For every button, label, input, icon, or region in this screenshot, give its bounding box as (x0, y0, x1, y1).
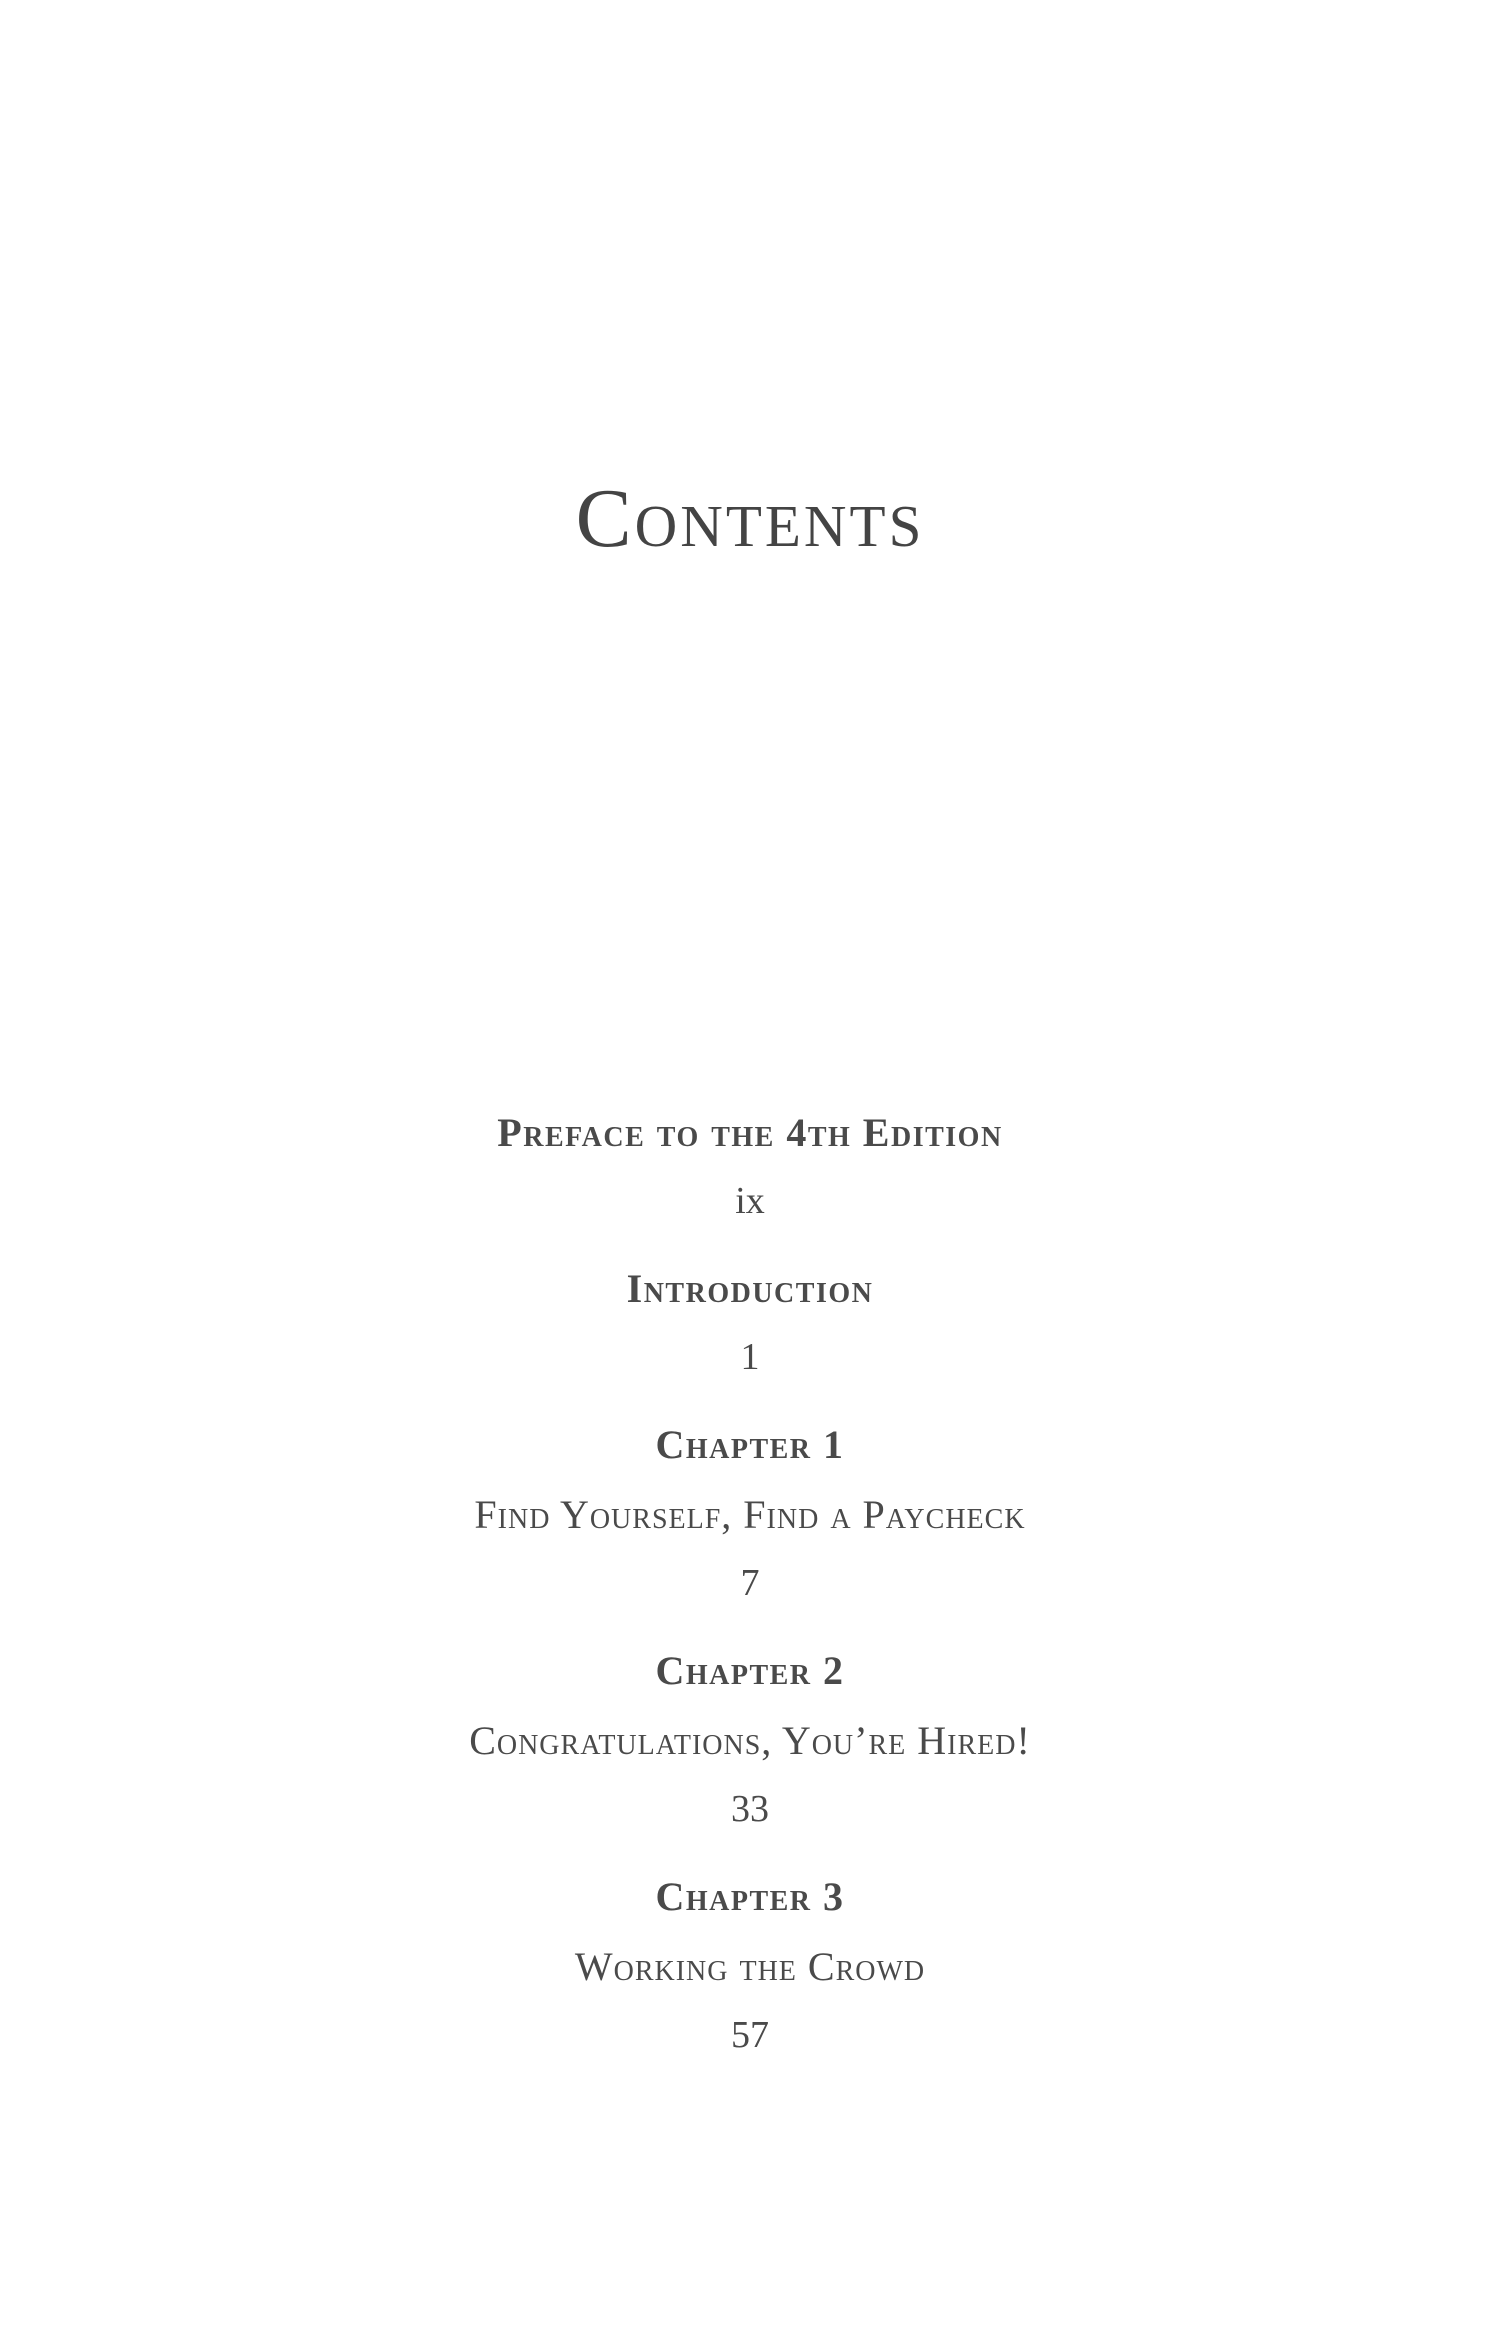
toc-entry-page-number: 1 (740, 1336, 760, 1378)
toc-entry-heading: Chapter 3 (655, 1874, 845, 1919)
table-of-contents (0, 1105, 1500, 2095)
toc-entry-heading: Introduction (626, 1266, 874, 1311)
page-title: Contents (575, 472, 925, 565)
toc-entry-chapter-3[interactable] (0, 1869, 1500, 2063)
toc-entry-page-number: ix (735, 1180, 765, 1222)
toc-entry-subtitle: Congratulations, You’re Hired! (469, 1718, 1031, 1763)
toc-entry-introduction[interactable] (0, 1261, 1500, 1385)
toc-entry-page-number: 33 (731, 1788, 769, 1830)
toc-entry-page-number: 57 (731, 2014, 769, 2056)
toc-entry-subtitle: Find Yourself, Find a Paycheck (474, 1492, 1026, 1537)
toc-entry-heading: Chapter 2 (655, 1648, 845, 1693)
toc-entry-preface[interactable] (0, 1105, 1500, 1229)
toc-entry-chapter-2[interactable] (0, 1643, 1500, 1837)
toc-entry-heading: Chapter 1 (655, 1422, 845, 1467)
toc-entry-page-number: 7 (740, 1562, 760, 1604)
toc-entry-subtitle: Working the Crowd (574, 1944, 926, 1989)
toc-entry-heading: Preface to the 4th Edition (497, 1110, 1003, 1155)
toc-entry-chapter-1[interactable] (0, 1417, 1500, 1611)
